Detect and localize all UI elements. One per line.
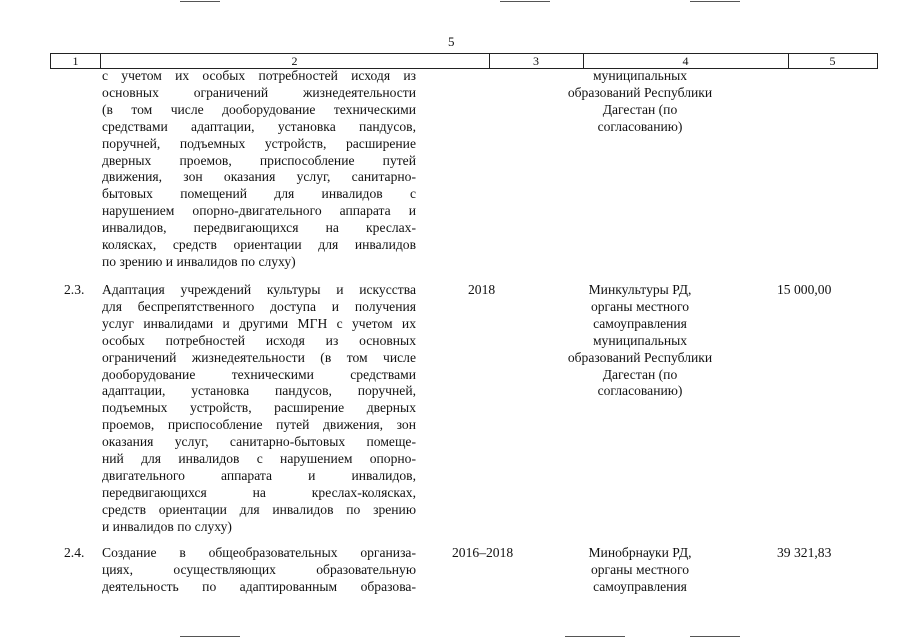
- scan-artifact-top-right: [690, 1, 740, 2]
- executor-line: органы местного: [590, 298, 690, 314]
- executor-line: согласованию): [597, 118, 683, 134]
- description-line: подъемных устройств, расширение дверных: [102, 400, 416, 416]
- row-2-4-executor: [545, 545, 735, 596]
- description-line: деятельность по адаптированным образова-: [102, 578, 416, 594]
- scan-artifact-bottom-left: [180, 636, 240, 637]
- row-number-2-3: 2.3.: [64, 282, 85, 297]
- executor-line: самоуправления: [593, 578, 687, 594]
- description-line: ограничений жизнедеятельности (в том числе: [102, 349, 416, 365]
- scan-artifact-bottom-mid: [565, 636, 625, 637]
- page-number: 5: [448, 34, 455, 49]
- header-cell-4: 4: [583, 54, 789, 68]
- table-header-row: [50, 53, 878, 69]
- description-line: Адаптация учреждений культуры и искусства: [102, 282, 416, 297]
- description-line: передвигающихся на креслах-колясках,: [102, 484, 416, 500]
- description-line: особых потребностей исходя из основных: [102, 332, 416, 348]
- description-line: колясках, средств ориентации для инвалидов: [102, 237, 416, 253]
- description-line: двигательного аппарата и инвалидов,: [102, 467, 416, 483]
- description-line: Создание в общеобразовательных организа-: [102, 545, 416, 560]
- continued-row-description: [102, 68, 416, 271]
- description-line: нарушением опорно-двигательного аппарата и: [102, 203, 416, 219]
- description-line: ний для инвалидов с нарушением опорно-: [102, 451, 416, 467]
- executor-line: органы местного: [590, 561, 690, 577]
- description-line: оказания услуг, санитарно-бытовых помеще-: [102, 434, 416, 450]
- description-line: и инвалидов по слуху): [102, 518, 232, 534]
- executor-line: образований Республики: [567, 349, 713, 365]
- executor-line: Дагестан (по: [602, 101, 678, 117]
- row-number-2-4: 2.4.: [64, 545, 85, 560]
- row-2-3-executor: [545, 282, 735, 400]
- description-line: дооборудование техническими средствами: [102, 366, 416, 382]
- description-line: средств ориентации для инвалидов по зрению: [102, 501, 416, 517]
- row-2-3-period: 2018: [468, 282, 496, 297]
- header-cell-3: 3: [489, 54, 584, 68]
- description-line: бытовых помещений для инвалидов с: [102, 186, 416, 202]
- executor-line: Минобрнауки РД,: [588, 545, 692, 560]
- row-2-4-amount: 39 321,83: [777, 545, 832, 560]
- description-line: движения, зон оказания услуг, санитарно-: [102, 169, 416, 185]
- scan-artifact-top-mid: [500, 1, 550, 2]
- row-2-3-description: [102, 282, 416, 536]
- description-line: проемов, приспособление путей движения, зон: [102, 417, 416, 433]
- description-line: инвалидов, передвигающихся на креслах-: [102, 220, 416, 236]
- header-cell-5: 5: [788, 54, 878, 68]
- executor-line: муниципальных: [592, 68, 688, 83]
- description-line: для беспрепятственного доступа и получения: [102, 298, 416, 314]
- executor-line: Дагестан (по: [602, 366, 678, 382]
- scan-artifact-top-left: [180, 1, 220, 2]
- executor-line: Минкультуры РД,: [588, 282, 692, 297]
- row-2-4-period: 2016–2018: [452, 545, 514, 560]
- header-cell-1: 1: [51, 54, 101, 68]
- description-line: по зрению и инвалидов по слуху): [102, 253, 296, 269]
- description-line: средствами адаптации, установка пандусов,: [102, 118, 416, 134]
- description-line: с учетом их особых потребностей исходя из: [102, 68, 416, 83]
- executor-line: согласованию): [597, 383, 683, 399]
- executor-line: самоуправления: [593, 315, 687, 331]
- executor-line: образований Республики: [567, 84, 713, 100]
- description-line: услуг инвалидами и другими МГН с учетом их: [102, 315, 416, 331]
- scan-artifact-bottom-right: [690, 636, 740, 637]
- executor-line: муниципальных: [592, 332, 688, 348]
- description-line: дверных проемов, приспособление путей: [102, 152, 416, 168]
- row-2-3-amount: 15 000,00: [777, 282, 832, 297]
- description-line: основных ограничений жизнедеятельности: [102, 84, 416, 100]
- description-line: (в том числе дооборудование техническими: [102, 101, 416, 117]
- description-line: циях, осуществляющих образовательную: [102, 561, 416, 577]
- continued-row-executor: [545, 68, 735, 136]
- header-cell-2: 2: [100, 54, 490, 68]
- description-line: адаптации, установка пандусов, поручней,: [102, 383, 416, 399]
- row-2-4-description: [102, 545, 416, 596]
- description-line: поручней, подъемных устройств, расширение: [102, 135, 416, 151]
